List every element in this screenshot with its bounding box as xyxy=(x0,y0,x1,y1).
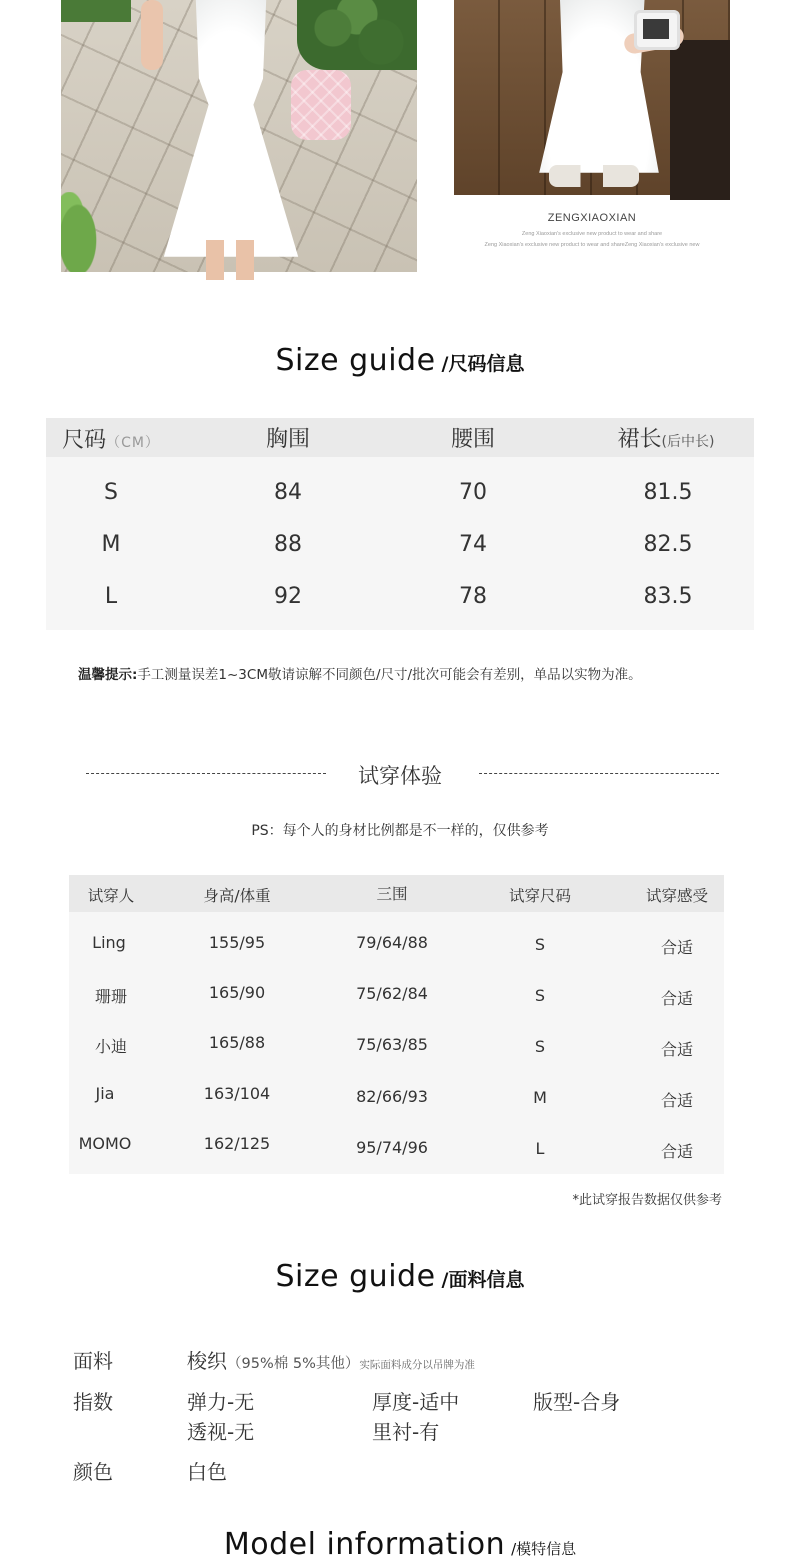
tryon-feeling: 合适 xyxy=(660,1040,693,1059)
color-value: 白色 xyxy=(187,1460,227,1484)
length-cell: 82.5 xyxy=(643,532,693,557)
dark-furniture-shape xyxy=(670,40,730,200)
waist-cell: 70 xyxy=(459,480,487,505)
tryon-feeling: 合适 xyxy=(660,989,693,1008)
tryon-person: MOMO xyxy=(78,1134,132,1153)
length-column-header xyxy=(586,422,746,453)
tryon-size: S xyxy=(534,986,546,1005)
length-cell: 81.5 xyxy=(643,480,693,505)
arm-shape xyxy=(141,0,163,70)
hedge-shape xyxy=(297,0,417,70)
tryon-feeling: 合适 xyxy=(660,1142,693,1161)
material-composition: （95%棉 5%其他） xyxy=(227,1356,360,1372)
hedge-shape xyxy=(61,0,131,22)
stretch-value: 弹力-无 xyxy=(187,1390,255,1414)
size-guide-heading xyxy=(0,343,800,378)
tryon-person: 珊珊 xyxy=(94,987,127,1006)
tryon-measurements: 82/66/93 xyxy=(356,1087,428,1106)
fabric-title-en: Size guide xyxy=(275,1259,436,1294)
measurement-tip xyxy=(78,663,642,683)
color-label: 颜色 xyxy=(73,1460,113,1484)
brand-tagline: Zeng Xiaoxian's exclusive new product to wear and share xyxy=(521,231,663,237)
model-info-heading xyxy=(0,1527,800,1562)
fit-value: 版型-合身 xyxy=(533,1390,621,1414)
tip-text: 手工测量误差1~3CM敬请谅解不同颜色/尺寸/批次可能会有差别，单品以实物为准。 xyxy=(137,667,642,683)
tryon-feeling: 合适 xyxy=(660,1091,693,1110)
plant-shape xyxy=(61,192,103,272)
tryon-height-weight: 163/104 xyxy=(203,1084,271,1103)
model-info-title-cn: /模特信息 xyxy=(511,1540,577,1558)
fabric-heading xyxy=(0,1259,800,1294)
unit-label: （CM） xyxy=(106,435,160,451)
camera-device-shape xyxy=(634,10,680,50)
length-cell: 83.5 xyxy=(643,584,693,609)
tryon-header-measurements: 三围 xyxy=(376,885,408,903)
tryon-height-weight: 165/90 xyxy=(208,983,266,1002)
tryon-measurements: 95/74/96 xyxy=(356,1138,428,1157)
waist-cell: 78 xyxy=(459,584,487,609)
tryon-person: Jia xyxy=(95,1084,115,1103)
tryon-table xyxy=(69,875,724,1174)
material-name: 梭织 xyxy=(187,1349,227,1373)
model-info-title-en: Model information xyxy=(223,1527,506,1562)
size-cell: S xyxy=(104,480,118,505)
waist-cell: 74 xyxy=(459,532,487,557)
size-table xyxy=(46,418,754,630)
material-label: 面料 xyxy=(73,1349,113,1373)
index-label: 指数 xyxy=(73,1390,113,1414)
product-photo-right xyxy=(454,0,730,195)
sneakers-shape xyxy=(549,165,639,187)
bust-cell: 88 xyxy=(274,532,302,557)
bust-cell: 84 xyxy=(274,480,302,505)
tryon-size: M xyxy=(533,1088,547,1107)
length-header-note: (后中长) xyxy=(661,434,715,450)
tryon-measurements: 75/62/84 xyxy=(356,984,428,1003)
tryon-person: Ling xyxy=(92,933,126,952)
legs-shape xyxy=(206,240,254,280)
lining-value: 里衬-有 xyxy=(372,1420,440,1444)
size-cell: M xyxy=(101,532,121,557)
brand-name: ZENGXIAOXIAN xyxy=(547,212,637,224)
size-guide-title-cn: /尺码信息 xyxy=(441,353,525,375)
tryon-height-weight: 165/88 xyxy=(208,1033,266,1052)
waist-column-header: 腰围 xyxy=(450,427,495,452)
tryon-feeling: 合适 xyxy=(660,938,693,957)
tryon-person: 小迪 xyxy=(94,1037,127,1056)
tryon-measurements: 75/63/85 xyxy=(356,1035,428,1054)
product-photo-left xyxy=(61,0,417,272)
tryon-size: L xyxy=(535,1139,545,1158)
tryon-size: S xyxy=(534,935,546,954)
tryon-measurements: 79/64/88 xyxy=(356,933,428,952)
material-value xyxy=(187,1345,475,1374)
fabric-title-cn: /面料信息 xyxy=(441,1269,525,1291)
size-header-label: 尺码 xyxy=(62,428,107,453)
size-cell: L xyxy=(104,584,118,609)
size-column-header xyxy=(46,423,176,454)
size-guide-title-en: Size guide xyxy=(275,343,436,378)
bust-column-header: 胸围 xyxy=(265,427,310,452)
tryon-height-weight: 155/95 xyxy=(208,933,266,952)
tryon-footnote: *此试穿报告数据仅供参考 xyxy=(572,1193,722,1208)
tryon-disclaimer: PS：每个人的身材比例都是不一样的，仅供参考 xyxy=(251,823,549,839)
sheer-value: 透视-无 xyxy=(187,1420,255,1444)
tryon-height-weight: 162/125 xyxy=(203,1134,271,1153)
pink-bag-shape xyxy=(291,70,351,140)
tryon-header-height-weight: 身高/体重 xyxy=(203,887,271,905)
material-note: 实际面料成分以吊牌为准 xyxy=(359,1359,475,1371)
brand-tagline-repeat: Zeng Xiaoxian's exclusive new product to wear and shareZeng Xiaoxian's exclusive new xyxy=(484,242,700,248)
thickness-value: 厚度-适中 xyxy=(372,1390,460,1414)
tryon-header-person: 试穿人 xyxy=(87,887,135,905)
tryon-header-size: 试穿尺码 xyxy=(508,887,571,905)
tryon-title: 试穿体验 xyxy=(358,764,442,788)
bust-cell: 92 xyxy=(274,584,302,609)
tryon-size: S xyxy=(534,1037,546,1056)
tip-label: 温馨提示: xyxy=(78,667,138,683)
tryon-header-feeling: 试穿感受 xyxy=(645,887,708,905)
length-header-label: 裙长 xyxy=(617,427,662,452)
